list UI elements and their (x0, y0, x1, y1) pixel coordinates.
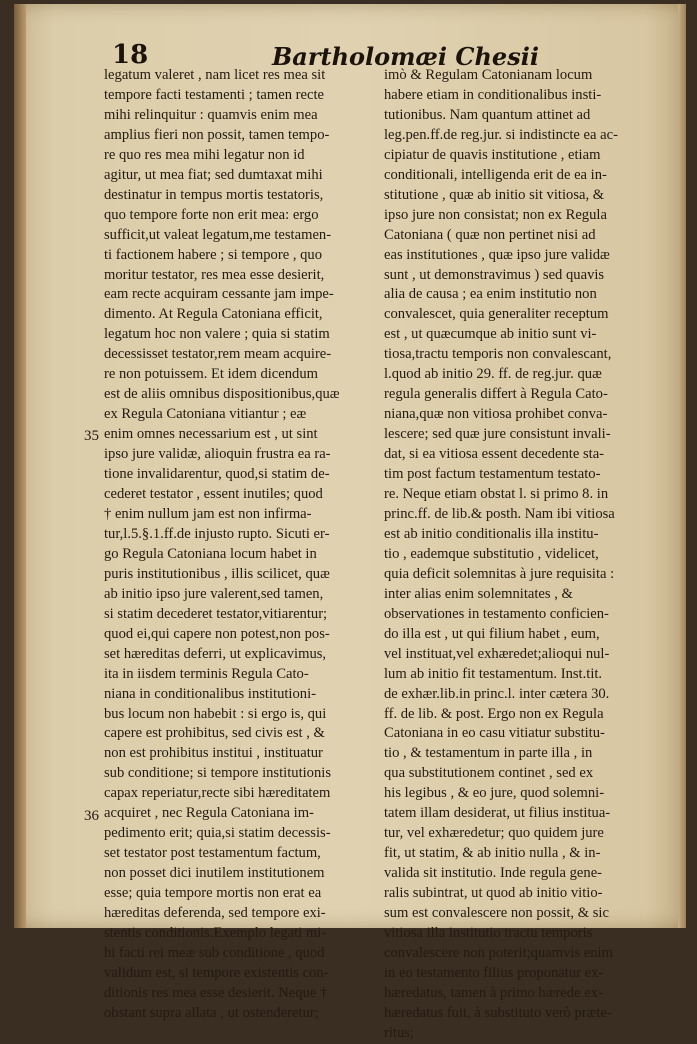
text-line: alia de causa ; ea enim institutio non (384, 286, 597, 303)
text-line: qua substitutionem continet , sed ex (384, 765, 594, 782)
text-line: legatum hoc non valere ; quia si statim (104, 326, 330, 343)
text-line: ab initio ipso jure valerent,sed tamen, (104, 585, 324, 602)
text-line: sunt , ut demonstravimus ) sed quavis (384, 266, 605, 283)
text-line: stentis conditionis.Exemplo legati mi- (104, 924, 327, 941)
text-line: hæreditas deferenda, sed tempore exi- (104, 905, 326, 922)
text-line: non est prohibitus institui , instituatur (104, 745, 323, 762)
text-line: tempore facti testamenti ; tamen recte (104, 86, 325, 103)
text-line: convalescet, quia generaliter receptum (384, 306, 609, 323)
text-line: tione invalidarentur, quod,si statim de- (104, 466, 330, 483)
marginal-note: 36 (84, 808, 99, 824)
text-line: re non potuissem. Et idem dicendum (104, 366, 319, 383)
text-line: go Regula Catoniana locum habet in (104, 545, 317, 562)
text-line: vel instituat,vel exhæredet;alioqui nul- (384, 645, 610, 662)
text-line: convalescere non poterit;quamvis enim (384, 944, 613, 961)
text-line: lum ab initio fit testamentum. Inst.tit. (384, 665, 603, 682)
text-line: quod ei,qui capere non potest,non pos- (104, 625, 330, 642)
text-line: decessisset testator,rem meam acquire- (104, 346, 332, 363)
text-line: re. Neque etiam obstat l. si primo 8. in (384, 486, 609, 503)
text-line: † enim nullum jam est non infirma- (104, 505, 312, 522)
text-line: eam recte acquiram cessante jam impe- (104, 286, 334, 303)
text-line: quo tempore forte non erit mea: ergo (104, 206, 319, 223)
page-number: 18 (112, 40, 149, 70)
text-line: destinatur in tempus mortis testatoris, (104, 186, 324, 203)
text-line: imò & Regulam Catonianam locum (384, 67, 593, 83)
text-line: hæredatus, tamen à primo hærede ex- (384, 984, 603, 1001)
text-line: quia deficit solemnitas à jure requisita : (384, 565, 615, 582)
text-line: est , ut quæcumque ab initio sunt vi- (384, 326, 597, 343)
text-line: obstant supra allata , ut ostenderetur; (104, 1004, 319, 1021)
text-line: est de aliis omnibus dispositionibus,quæ (104, 386, 340, 403)
text-line: puris institutionibus , illis scilicet, quæ (104, 565, 330, 582)
text-line: mihi relinquitur : quamvis enim mea (104, 106, 318, 123)
text-line: do illa est , ut qui filium habet , eum, (384, 625, 600, 642)
text-line: pedimento erit; quia,si statim decessis- (104, 825, 331, 842)
text-line: tutionibus. Nam quantum attinet ad (384, 106, 591, 123)
text-line: ipso jure validæ, alioquin frustra ea ra- (104, 446, 331, 463)
text-line: sufficit,ut valeat legatum,me testamen- (104, 226, 332, 243)
text-line: observationes in testamento conficien- (384, 605, 609, 622)
marginal-note: 35 (84, 428, 99, 444)
text-line: bus locum non habebit : si ergo is, qui (104, 705, 327, 722)
left-text-column (104, 66, 360, 1024)
text-line: habere etiam in conditionalibus insti- (384, 86, 602, 103)
text-line: capax reperiatur,recte sibi hæreditatem (104, 785, 331, 802)
text-line: moritur testator, res mea esse desierit, (104, 266, 325, 283)
text-line: his legibus , & eo jure, quod solemni- (384, 785, 605, 802)
text-line: dimento. At Regula Catoniana efficit, (104, 306, 323, 323)
text-line: tio , & testamentum in parte illa , in (384, 745, 593, 762)
text-line: re quo res mea mihi legatur non id (104, 146, 305, 163)
text-line: ditionis res mea esse desierit. Neque † (104, 984, 328, 1001)
text-line: ff. de lib. & post. Ergo non ex Regula (384, 705, 604, 722)
text-line: tur, vel exhæredetur; quo quidem jure (384, 825, 604, 842)
text-line: ti factionem habere ; si tempore , quo (104, 246, 323, 263)
text-line: Catoniana ( quæ non pertinet nisi ad (384, 226, 596, 243)
text-line: in eo testamento filius proponatur ex- (384, 964, 604, 981)
text-line: agitur, ut mea fiat; sed dumtaxat mihi (104, 166, 323, 183)
text-line: cipiatur de quavis institutione , etiam (384, 146, 601, 163)
text-line: esse; quia tempore mortis non erat ea (104, 885, 322, 902)
text-line: validum est, si tempore existentis con- (104, 964, 329, 981)
text-line: eas institutiones , quæ ipso jure validæ (384, 246, 610, 263)
text-line: capere est prohibitus, sed civis est , & (104, 725, 325, 742)
text-line: leg.pen.ff.de reg.jur. si indistincte ea ac- (384, 126, 618, 143)
text-line: sum est convalescere non possit, & sic (384, 905, 609, 922)
text-line: dat, si ea vitiosa essent decedente sta- (384, 446, 605, 463)
text-line: legatum valeret , nam licet res mea sit (104, 67, 326, 83)
text-line: est ab initio conditionalis illa institu- (384, 525, 599, 542)
text-line: l.quod ab initio 29. ff. de reg.jur. quæ (384, 366, 602, 383)
text-line: tim post factum testamentum testato- (384, 466, 601, 483)
text-line: enim omnes necessarium est , ut sint (104, 426, 318, 443)
text-line: vitiosa illa institutio tractu temporis (384, 924, 593, 941)
text-line: niana in conditionalibus institutioni- (104, 685, 316, 702)
text-line: ex Regula Catoniana vitiantur ; eæ (104, 406, 307, 423)
right-text-column (384, 66, 646, 1044)
text-line: fit, ut statim, & ab initio nulla , & in- (384, 845, 601, 862)
text-line: cederet testator , essent inutiles; quod (104, 486, 323, 503)
text-line: regula generalis differt à Regula Cato- (384, 386, 608, 403)
page-edge (678, 4, 686, 928)
text-line: de exhær.lib.in princ.l. inter cætera 30. (384, 685, 610, 702)
text-line: tatem illam desiderat, ut filius institua- (384, 805, 611, 822)
text-line: tiosa,tractu temporis non convalescant, (384, 346, 612, 363)
text-line: sub conditione; si tempore institutionis (104, 765, 332, 782)
text-line: ritus; (384, 1024, 414, 1041)
text-line: tio , eademque substitutio , videlicet, (384, 545, 599, 562)
text-line: lescere; sed quæ jure consistunt invali- (384, 426, 611, 443)
text-line: ita in iisdem terminis Regula Cato- (104, 665, 309, 682)
text-line: valida sit institutio. Inde regula gene- (384, 865, 603, 882)
text-line: stitutione , quæ ab initio sit vitiosa, & (384, 186, 605, 203)
running-head: Bartholomæi Chesii (272, 42, 539, 71)
text-line: amplius fieri non possit, tamen tempo- (104, 126, 330, 143)
text-line: ipso jure non consistat; non ex Regula (384, 206, 607, 223)
text-line: conditionali, intelligenda erit de ea in- (384, 166, 607, 183)
text-line: tur,l.5.§.1.ff.de injusto rupto. Sicuti er- (104, 525, 330, 542)
text-line: princ.ff. de lib.& posth. Nam ibi vitiosa (384, 505, 615, 522)
text-line: acquiret , nec Regula Catoniana im- (104, 805, 314, 822)
text-line: hi facti rei meæ sub conditione , quod (104, 944, 325, 961)
text-line: Catoniana in eo casu vitiatur substitu- (384, 725, 605, 742)
page-gutter (14, 4, 26, 928)
text-line: hæredatus fuit, à substituto verò præte- (384, 1004, 612, 1021)
text-line: niana,quæ non vitiosa prohibet conva- (384, 406, 608, 423)
text-line: inter alias enim solemnitates , & (384, 585, 573, 602)
text-line: non posset dici inutilem institutionem (104, 865, 325, 882)
text-line: ralis subintrat, ut quod ab initio vitio- (384, 885, 603, 902)
text-line: set hæreditas deferri, ut explicavimus, (104, 645, 327, 662)
text-line: set testator post testamentum factum, (104, 845, 321, 862)
text-line: si statim decederet testator,vitiarentur; (104, 605, 328, 622)
